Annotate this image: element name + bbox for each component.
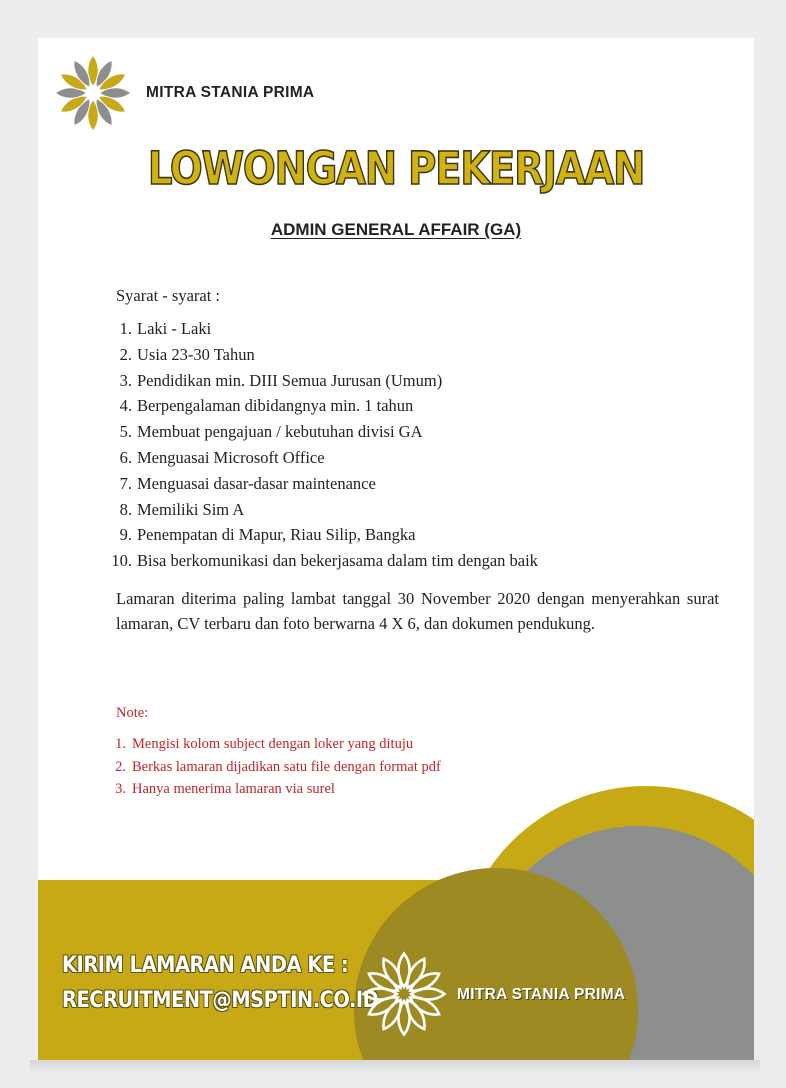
list-item: 1. Mengisi kolom subject dengan loker yang dituju — [115, 736, 414, 752]
list-item: 3. Pendidikan min. DIII Semua Jurusan (Umum) — [119, 370, 443, 390]
cta-line: KIRIM LAMARAN ANDA KE : — [62, 953, 349, 978]
company-name-footer: MITRA STANIA PRIMA — [457, 986, 626, 1003]
list-item: 5. Membuat pengajuan / kebutuhan divisi GA — [119, 422, 423, 442]
requirements-heading: Syarat - syarat : — [116, 286, 221, 305]
list-item: 3. Hanya menerima lamaran via surel — [115, 781, 335, 797]
company-logo-icon — [360, 950, 448, 1038]
list-item: 2. Berkas lamaran dijadikan satu file dengan format pdf — [115, 758, 441, 775]
company-name: MITRA STANIA PRIMA — [146, 84, 315, 101]
page-shadow — [30, 1060, 760, 1074]
requirements-list — [102, 316, 538, 574]
list-item: 9. Penempatan di Mapur, Riau Silip, Bangka — [119, 525, 416, 545]
list-item: 1. Laki - Laki — [119, 319, 212, 338]
list-item: 10. Bisa berkomunikasi dan bekerjasama dalam tim dengan baik — [111, 551, 538, 571]
list-item: 4. Berpengalaman dibidangnya min. 1 tahun — [119, 396, 414, 416]
list-item: 6. Menguasai Microsoft Office — [119, 447, 325, 467]
list-item: 2. Usia 23-30 Tahun — [119, 344, 255, 364]
application-deadline-text: Lamaran diterima paling lambat tanggal 30 November 2020 dengan menyerahkan surat lamaran, CV terbaru dan foto berwarna 4 X 6, dan dokumen pendukung. — [116, 589, 719, 633]
company-logo-icon — [52, 52, 134, 134]
note-list — [102, 733, 441, 801]
send-application-callout — [62, 948, 378, 1018]
note-label: Note: — [116, 705, 149, 721]
job-poster — [38, 38, 754, 1060]
recruitment-email: RECRUITMENT@MSPTIN.CO.ID — [62, 988, 379, 1013]
headline: LOWONGAN PEKERJAAN — [147, 142, 645, 195]
list-item: 8. Memiliki Sim A — [119, 499, 245, 519]
list-item: 7. Menguasai dasar-dasar maintenance — [119, 473, 376, 493]
position-title: ADMIN GENERAL AFFAIR (GA) — [270, 220, 522, 239]
